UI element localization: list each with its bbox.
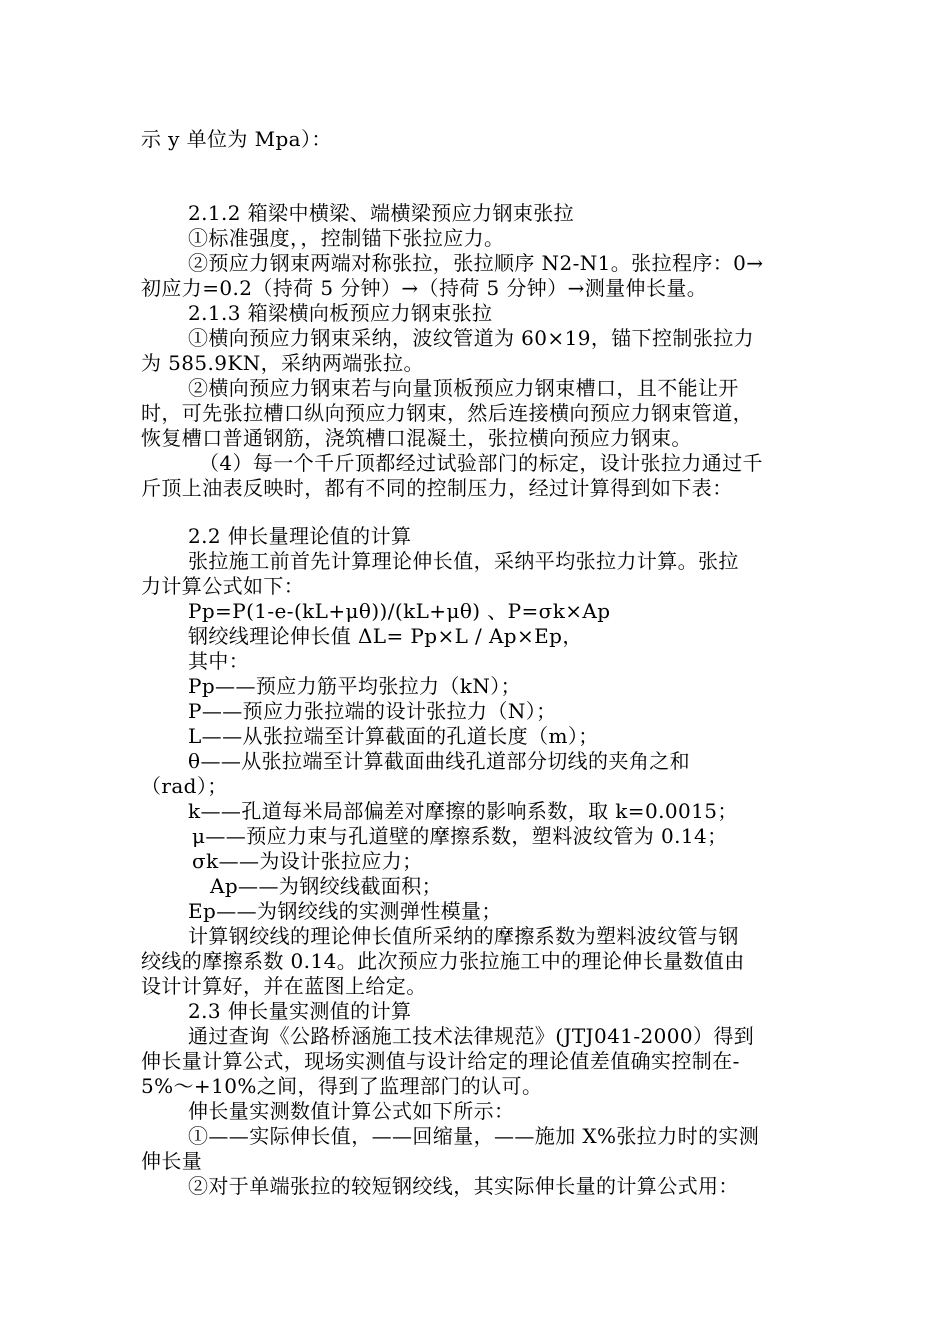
definition-line: Ep——为钢绞线的实测弹性模量； <box>188 899 502 923</box>
formula-line: Pp=P(1-e-(kL+μθ))/(kL+μθ) 、P=σk×Ap <box>188 599 611 623</box>
section-heading: 2.1.2 箱梁中横梁、端横梁预应力钢束张拉 <box>188 201 575 225</box>
definition-line: P——预应力张拉端的设计张拉力（N）； <box>188 699 557 723</box>
text-line: （4）每一个千斤顶都经过试验部门的标定，设计张拉力通过千 <box>199 451 763 475</box>
text-line: 示 y 单位为 Mpa）： <box>141 127 332 151</box>
text-line: 初应力=0.2（持荷 5 分钟）→（持荷 5 分钟）→测量伸长量。 <box>141 276 708 300</box>
text-line: 时，可先张拉槽口纵向预应力钢束，然后连接横向预应力钢束管道， <box>141 401 753 425</box>
text-line: 张拉施工前首先计算理论伸长值，采纳平均张拉力计算。张拉 <box>188 549 739 573</box>
definition-line: k——孔道每米局部偏差对摩擦的影响系数，取 k=0.0015； <box>188 799 738 823</box>
definition-line: Ap——为钢绞线截面积； <box>210 874 443 898</box>
definition-line: μ——预应力束与孔道壁的摩擦系数，塑料波纹管为 0.14； <box>192 824 728 848</box>
definition-line: θ——从张拉端至计算截面曲线孔道部分切线的夹角之和 <box>188 749 691 773</box>
text-line: 伸长量 <box>141 1149 203 1173</box>
text-line: ②预应力钢束两端对称张拉，张拉顺序 N2-N1。张拉程序：0→ <box>188 251 764 275</box>
text-line: 其中： <box>188 649 250 673</box>
text-line: ②横向预应力钢束若与向量顶板预应力钢束槽口，且不能让开 <box>188 376 739 400</box>
text-line: 恢复槽口普通钢筋，浇筑槽口混凝土，张拉横向预应力钢束。 <box>141 426 692 450</box>
text-line: 伸长量计算公式，现场实测值与设计给定的理论值差值确实控制在- <box>141 1049 740 1073</box>
text-line: 力计算公式如下： <box>141 574 305 598</box>
definition-line: （rad）； <box>141 774 228 798</box>
definition-line: σk——为设计张拉应力； <box>192 849 423 873</box>
text-line: 伸长量实测数值计算公式如下所示： <box>188 1099 515 1123</box>
text-line: 绞线的摩擦系数 0.14。此次预应力张拉施工中的理论伸长量数值由 <box>141 949 745 973</box>
section-heading: 2.3 伸长量实测值的计算 <box>188 999 412 1023</box>
section-heading: 2.2 伸长量理论值的计算 <box>188 524 412 548</box>
text-line: 斤顶上油表反映时，都有不同的控制压力，经过计算得到如下表： <box>141 476 733 500</box>
text-line: ①——实际伸长值，——回缩量，——施加 X%张拉力时的实测 <box>188 1124 760 1148</box>
text-line: ①标准强度，，控制锚下张拉应力。 <box>188 226 505 250</box>
text-line: 通过查询《公路桥涵施工技术法律规范》(JTJ041-2000）得到 <box>188 1024 755 1048</box>
definition-line: Pp——预应力筋平均张拉力（kN）； <box>188 674 522 698</box>
section-heading: 2.1.3 箱梁横向板预应力钢束张拉 <box>188 301 493 325</box>
text-line: ②对于单端张拉的较短钢绞线，其实际伸长量的计算公式用： <box>188 1174 739 1198</box>
definition-line: L——从张拉端至计算截面的孔道长度（m）； <box>188 724 599 748</box>
formula-line: 钢绞线理论伸长值 ΔL= Pp×L / Ap×Ep， <box>188 624 583 648</box>
text-line: 为 585.9KN，采纳两端张拉。 <box>141 351 424 375</box>
text-line: 设计计算好，并在蓝图上给定。 <box>141 974 427 998</box>
text-line: 5%～+10%之间，得到了监理部门的认可。 <box>141 1074 543 1098</box>
text-line: 计算钢绞线的理论伸长值所采纳的摩擦系数为塑料波纹管与钢 <box>188 924 739 948</box>
text-line: ①横向预应力钢束采纳，波纹管道为 60×19，锚下控制张拉力 <box>188 326 755 350</box>
